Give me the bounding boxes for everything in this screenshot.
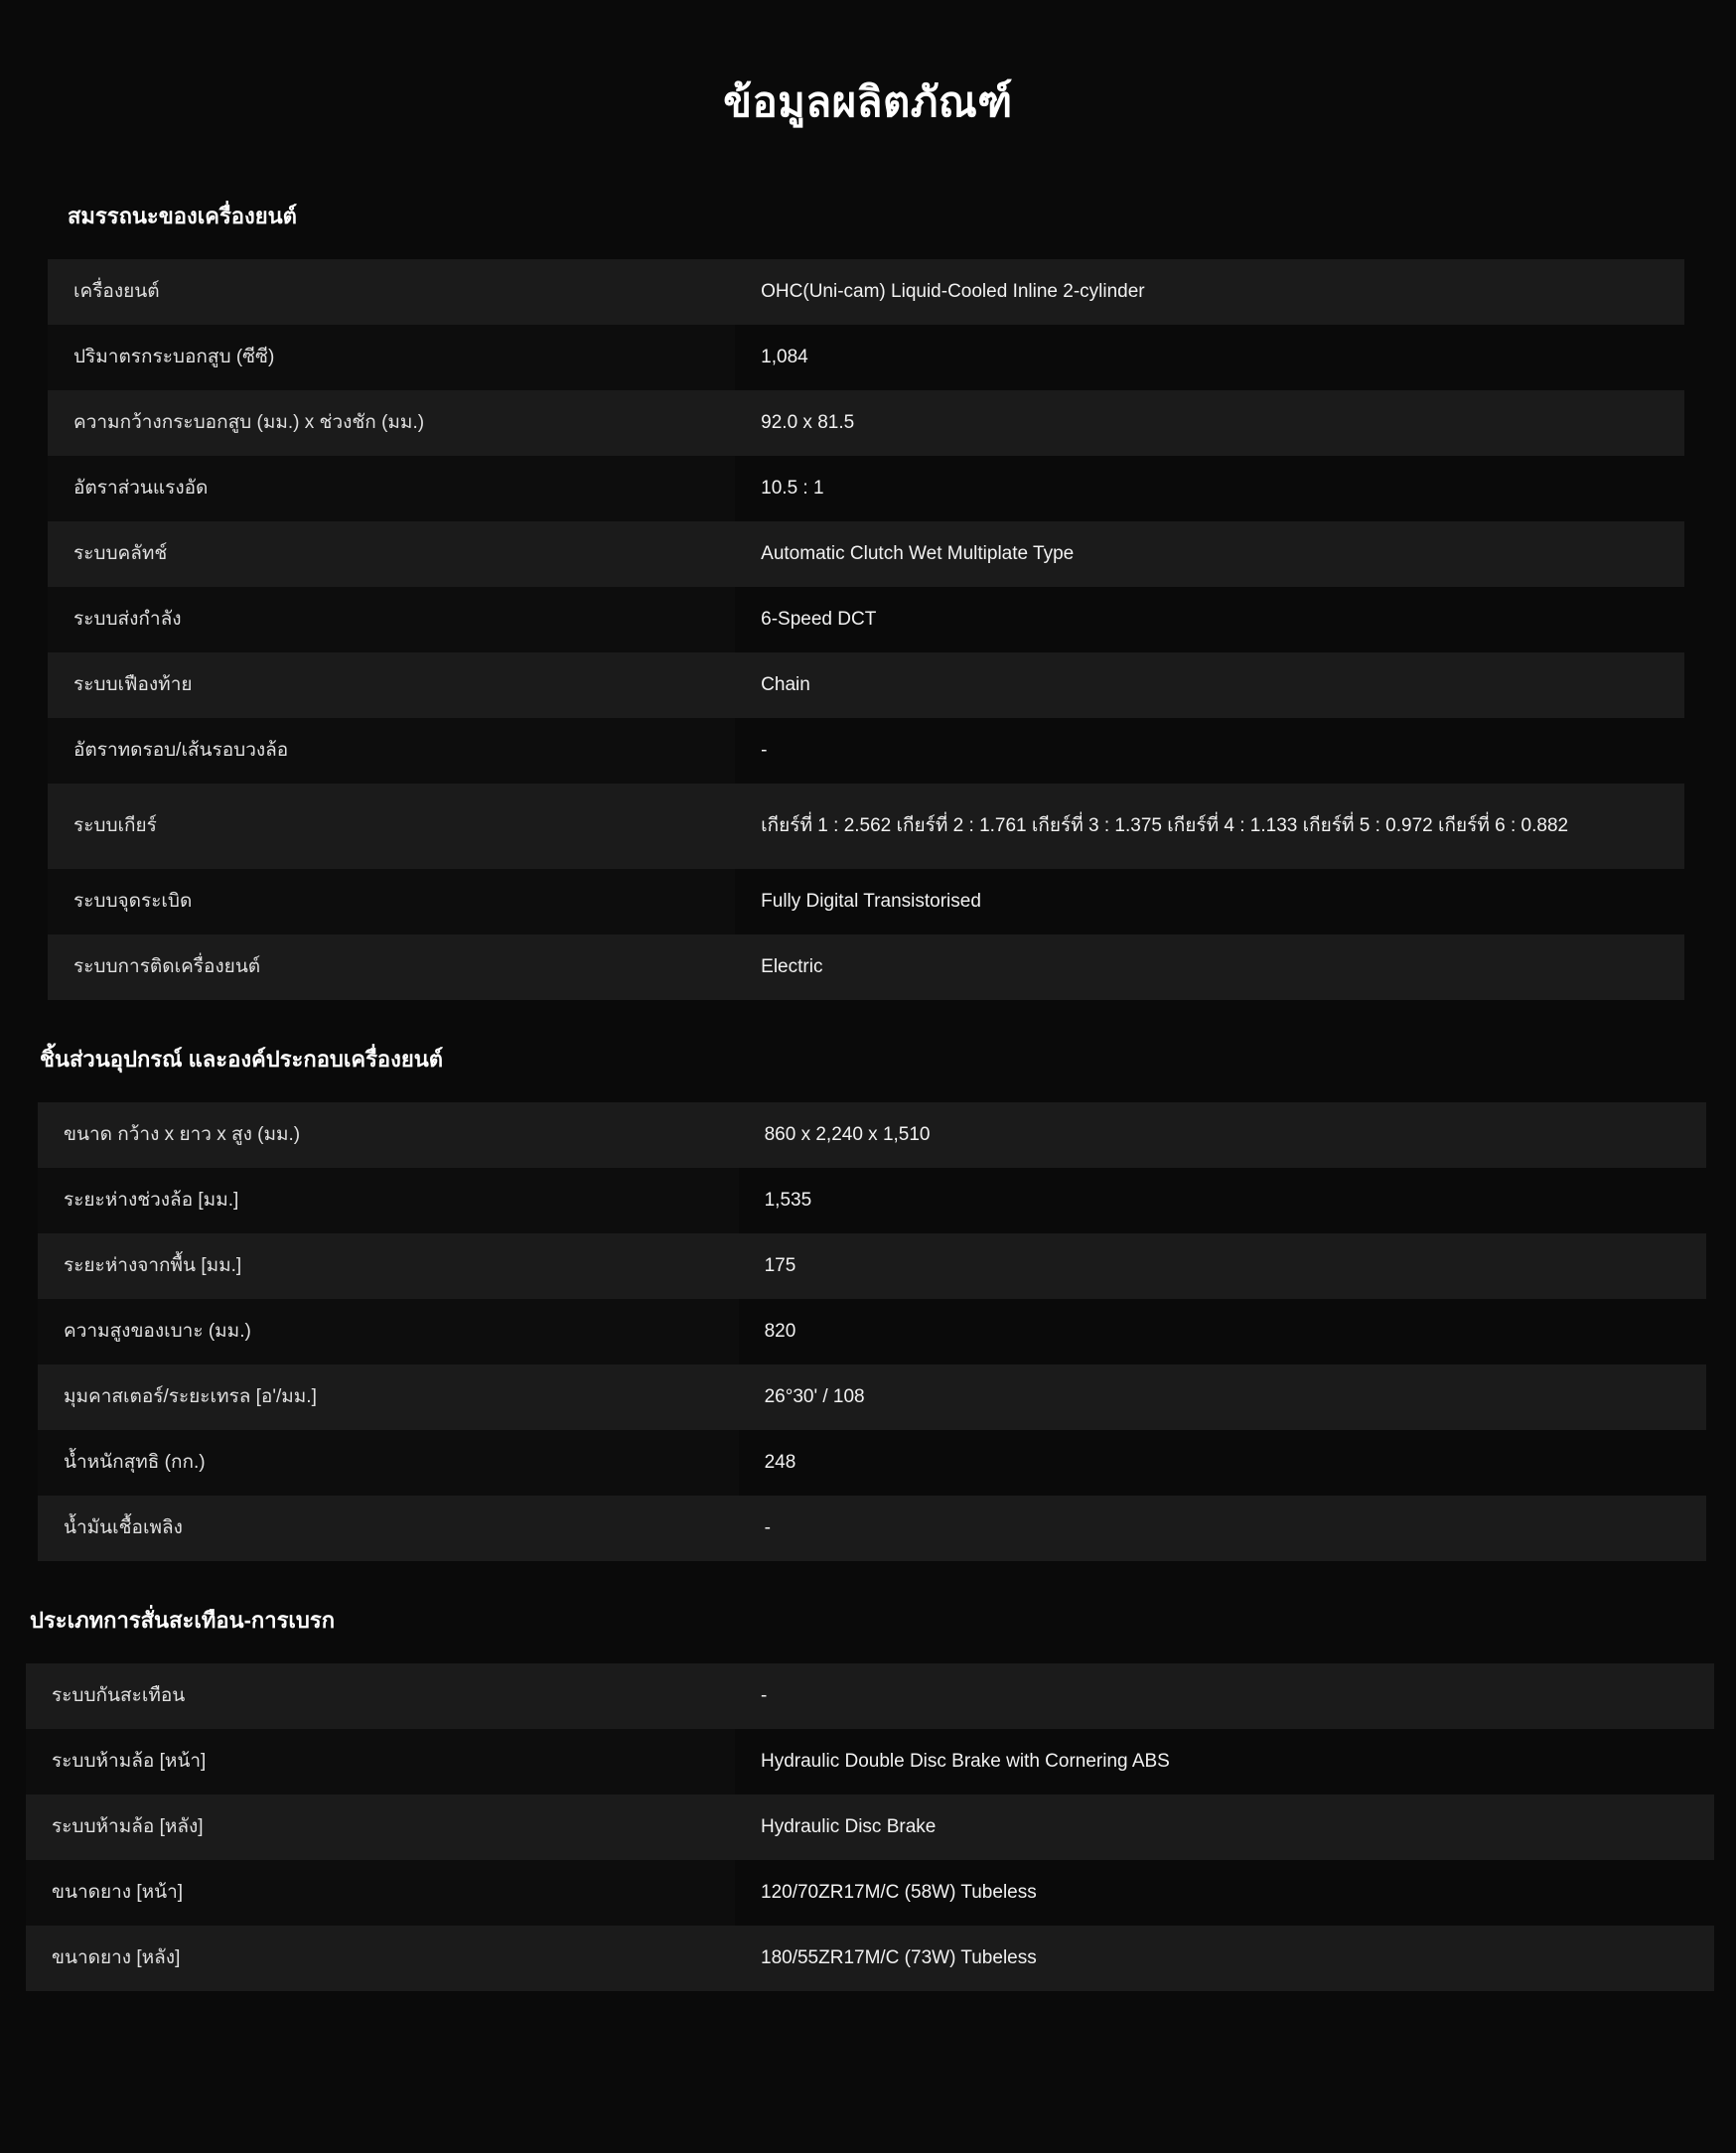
spec-label: เครื่องยนต์ [48, 259, 735, 325]
table-row [38, 1364, 1706, 1430]
product-spec-page [0, 28, 1736, 2073]
spec-label: ระบบกันสะเทือน [26, 1663, 735, 1729]
section-heading: ชิ้นส่วนอุปกรณ์ และองค์ประกอบเครื่องยนต์ [40, 1047, 444, 1073]
spec-label: ความกว้างกระบอกสูบ (มม.) x ช่วงชัก (มม.) [48, 390, 735, 456]
section-heading: สมรรถนะของเครื่องยนต์ [68, 204, 297, 229]
table-row [38, 1496, 1706, 1561]
spec-label: ขนาด กว้าง x ยาว x สูง (มม.) [38, 1102, 739, 1168]
spec-label: ปริมาตรกระบอกสูบ (ซีซี) [48, 325, 735, 390]
table-row [38, 1299, 1706, 1364]
table-row [38, 1430, 1706, 1496]
spec-label: ระบบจุดระเบิด [48, 869, 735, 934]
spec-value: 92.0 x 81.5 [735, 390, 1684, 456]
table-row [48, 652, 1684, 718]
spec-value: - [735, 718, 1684, 784]
section-chassis-components [0, 1042, 1736, 1561]
spec-value: 180/55ZR17M/C (73W) Tubeless [735, 1926, 1714, 1991]
table-row [38, 1102, 1706, 1168]
spec-label: ขนาดยาง [หน้า] [26, 1860, 735, 1926]
table-row [48, 869, 1684, 934]
spec-label: มุมคาสเตอร์/ระยะเทรล [อ'/มม.] [38, 1364, 739, 1430]
spec-label: ระบบห้ามล้อ [หน้า] [26, 1729, 735, 1794]
table-row [48, 390, 1684, 456]
spec-value: Fully Digital Transistorised [735, 869, 1684, 934]
spec-value: - [739, 1496, 1706, 1561]
spec-value: 1,084 [735, 325, 1684, 390]
spec-label: ระบบคลัทช์ [48, 521, 735, 587]
table-row [48, 587, 1684, 652]
spec-value: 120/70ZR17M/C (58W) Tubeless [735, 1860, 1714, 1926]
spec-label: อัตราทดรอบ/เส้นรอบวงล้อ [48, 718, 735, 784]
table-row [48, 456, 1684, 521]
spec-value: Automatic Clutch Wet Multiplate Type [735, 521, 1684, 587]
spec-value: 10.5 : 1 [735, 456, 1684, 521]
spec-label: ระบบเกียร์ [48, 784, 735, 869]
spec-value: เกียร์ที่ 1 : 2.562 เกียร์ที่ 2 : 1.761 เกียร์ที่ 3 : 1.375 เกียร์ที่ 4 : 1.133 เกียร์ที่ 5 : 0.972 เกียร์ที่ 6 : 0.882 [735, 784, 1684, 869]
spec-label: น้ำมันเชื้อเพลิง [38, 1496, 739, 1561]
spec-value: - [735, 1663, 1714, 1729]
spec-value: Hydraulic Double Disc Brake with Cornering ABS [735, 1729, 1714, 1794]
table-row [48, 325, 1684, 390]
section-engine-performance [0, 199, 1736, 1000]
table-row [48, 259, 1684, 325]
spec-label: อัตราส่วนแรงอัด [48, 456, 735, 521]
table-row [48, 521, 1684, 587]
table-row [48, 718, 1684, 784]
spec-label: ระบบเฟืองท้าย [48, 652, 735, 718]
spec-label: ระยะห่างจากพื้น [มม.] [38, 1233, 739, 1299]
table-row [26, 1926, 1714, 1991]
spec-value: OHC(Uni-cam) Liquid-Cooled Inline 2-cylinder [735, 259, 1684, 325]
page-title: ข้อมูลผลิตภัณฑ์ [723, 78, 1013, 126]
table-row [26, 1860, 1714, 1926]
spec-label: ระบบส่งกำลัง [48, 587, 735, 652]
spec-label: ระยะห่างช่วงล้อ [มม.] [38, 1168, 739, 1233]
spec-label: ระบบการติดเครื่องยนต์ [48, 934, 735, 1000]
table-row [38, 1168, 1706, 1233]
table-row [26, 1663, 1714, 1729]
spec-value: 248 [739, 1430, 1706, 1496]
spec-label: ระบบห้ามล้อ [หลัง] [26, 1794, 735, 1860]
table-row [48, 784, 1684, 869]
table-row [26, 1729, 1714, 1794]
spec-value: 1,535 [739, 1168, 1706, 1233]
spec-value: 175 [739, 1233, 1706, 1299]
spec-label: ความสูงของเบาะ (มม.) [38, 1299, 739, 1364]
spec-value: 26°30' / 108 [739, 1364, 1706, 1430]
section-suspension-brakes [0, 1603, 1736, 1991]
spec-value: 6-Speed DCT [735, 587, 1684, 652]
spec-value: Electric [735, 934, 1684, 1000]
spec-table-chassis-components [38, 1102, 1706, 1561]
spec-value: Chain [735, 652, 1684, 718]
spec-value: 820 [739, 1299, 1706, 1364]
section-heading: ประเภทการสั่นสะเทือน-การเบรก [30, 1608, 336, 1634]
spec-label: น้ำหนักสุทธิ (กก.) [38, 1430, 739, 1496]
table-row [48, 934, 1684, 1000]
spec-label: ขนาดยาง [หลัง] [26, 1926, 735, 1991]
table-row [26, 1794, 1714, 1860]
spec-value: Hydraulic Disc Brake [735, 1794, 1714, 1860]
spec-table-engine-performance [48, 259, 1684, 1000]
spec-table-suspension-brakes [26, 1663, 1714, 1991]
spec-value: 860 x 2,240 x 1,510 [739, 1102, 1706, 1168]
table-row [38, 1233, 1706, 1299]
